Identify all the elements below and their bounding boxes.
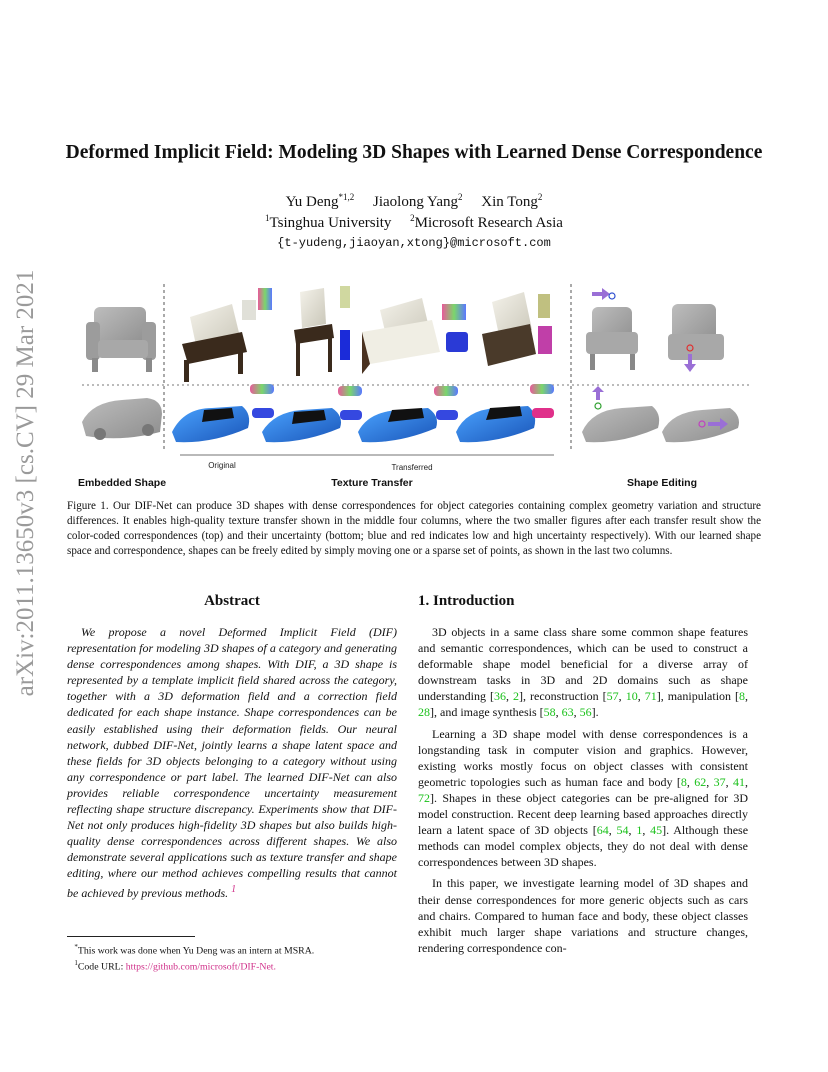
footnote-2-prefix: Code URL: <box>77 961 126 973</box>
citation[interactable]: 2 <box>513 689 520 704</box>
figure-1-graphic <box>62 282 762 492</box>
texture-car-1 <box>172 384 274 442</box>
intro-paragraph-3: In this paper, we investigate learning model of 3D shapes and their dense correspondences for more generic objects such as cars and chairs. Compared to human face and body, these object classes exhibit much larger shape variations and structure changes, rendering correspondence con- <box>418 876 748 955</box>
footnotes <box>67 941 397 974</box>
affil-tsinghua: $^1$Tsinghua University <box>265 213 392 231</box>
citation[interactable]: 8 <box>680 774 687 789</box>
citation[interactable]: 54 <box>616 823 629 838</box>
affil-msra: $^2$Microsoft Research Asia <box>410 213 563 231</box>
citation[interactable]: 64 <box>596 823 609 838</box>
texture-chair-3 <box>362 298 468 374</box>
introduction-heading: 1. Introduction <box>418 593 515 609</box>
abstract-column <box>67 593 397 901</box>
citation[interactable]: 57 <box>606 689 619 704</box>
citation[interactable]: 41 <box>733 774 746 789</box>
label-shape-editing: Shape Editing <box>626 477 698 489</box>
citation[interactable]: 71 <box>644 689 657 704</box>
editing-car-1 <box>582 386 659 442</box>
arxiv-stamp <box>6 269 46 697</box>
label-original: Original <box>208 461 236 470</box>
label-transferred: Transferred <box>391 463 433 472</box>
author-email: {t-yudeng,jiaoyan,xtong}@microsoft.com <box>277 236 551 250</box>
citation[interactable]: 36 <box>494 689 506 704</box>
citation[interactable]: 72 <box>418 790 430 805</box>
label-embedded-shape: Embedded Shape <box>77 477 167 489</box>
citation[interactable]: 1 <box>636 823 643 838</box>
editing-chair-1 <box>586 288 638 370</box>
author-jiaolong-yang: Jiaolong Yang$^2$ <box>373 192 463 210</box>
citation[interactable]: 63 <box>561 705 574 720</box>
paper-title: Deformed Implicit Field: Modeling 3D Shapes with Learned Dense Correspondence <box>65 142 763 163</box>
citation[interactable]: 37 <box>713 774 726 789</box>
figure-1-caption: Figure 1. Our DIF-Net can produce 3D shapes with dense correspondences for object categories containing complex geometry variation and structure differences. It enables high-quality texture transfer shown in the middle four columns, where the two smaller figures after each transfer result show the color-coded correspondences (top) and their uncertainty (bottom; blue and red indicates low and high uncertainty respectively). With our learned shape space and correspondence, shapes can be freely edited by simply moving one or a sparse set of points, as shown in the last two columns. <box>67 500 761 558</box>
intro-p2-text-b: ]. Shapes in these object categories can be pre-aligned for 3D model construction. Recent deep learning based approaches directly learn a latent space of 3D objects [ <box>418 790 748 838</box>
texture-chair-4 <box>482 292 552 366</box>
author-list <box>0 192 828 211</box>
intro-p1-text-c: ], reconstruction [ <box>519 689 607 704</box>
label-texture-transfer: Texture Transfer <box>331 477 413 489</box>
citation[interactable]: 8 <box>739 689 746 704</box>
author-yu-deng: Yu Deng$^{*1,2}$ <box>285 192 355 210</box>
editing-car-2 <box>662 408 739 442</box>
texture-car-2 <box>262 386 362 442</box>
intro-p1-text-e: ], and image synthesis [ <box>430 705 544 720</box>
code-url-link[interactable]: https://github.com/microsoft/DIF-Net. <box>125 961 276 973</box>
citation[interactable]: 62 <box>694 774 707 789</box>
texture-chair-2 <box>294 286 350 376</box>
abstract-text <box>67 624 397 901</box>
citation[interactable]: 10 <box>625 689 638 704</box>
intro-paragraph-2: Learning a 3D shape model with dense correspondences is a longstanding task in computer vision and graphics. However, existing works mostly focus on object classes with consistent geometric topologies such as human face and body [8, 62, 37, 41, 72]. Shapes in these object categories can be pre-aligned for 3D model construction. Recent deep learning based approaches directly learn a latent space of 3D objects [64, 54, 1, 45]. Although these methods can model complex objects, they do not deal with dense correspondences between 3D shapes. <box>418 726 749 870</box>
intro-p2-text-c: ]. Although these methods can model complex objects, they do not deal with dense correspondences between 3D shapes. <box>418 823 749 870</box>
citation[interactable]: 28 <box>418 705 430 720</box>
abstract-body: We propose a novel Deformed Implicit Field (DIF) representation for modeling 3D shapes of a category and generating dense correspondences among shapes. With DIF, a 3D shape is represented by a template implicit field shared across the category, together with a 3D deformation field and a correction field dedicated for each shape instance. Shape correspondences can be easily established using their deformation fields. Our neural network, dubbed DIF-Net, jointly learns a shape latent space and these fields for 3D objects belonging to a category without using any correspondence or part label. The learned DIF-Net can also provides reliable correspondence uncertainty measurement reflecting shape structure discrepancy. Experiments show that DIF-Net not only produces high-fidelity 3D shapes but also builds high-quality dense correspondences across different shapes. We also demonstrate several applications such as texture transfer and shape editing, where our method achieves compelling results that cannot be achieved by previous methods. <box>67 625 397 900</box>
embedded-car <box>82 398 162 440</box>
footnote-ref[interactable]: 1 <box>231 883 237 895</box>
footnote-1-text: This work was done when Yu Deng was an intern at MSRA. <box>77 945 315 957</box>
texture-car-3 <box>358 386 458 442</box>
texture-car-4 <box>456 384 554 442</box>
sep: , <box>506 689 514 704</box>
citation[interactable]: 56 <box>579 705 592 720</box>
embedded-chair <box>86 307 156 372</box>
editing-chair-2 <box>668 304 724 372</box>
intro-p1-text-a: 3D objects in a same class share some common shape features and semantic correspondences, which can be used to construct a deformable shape model beneficial for a diverse array of downstream tasks in 3D and 2D domains such as shape understanding [ <box>418 625 748 704</box>
citation[interactable]: 58 <box>543 705 556 720</box>
citation[interactable]: 45 <box>650 823 663 838</box>
figure-1 <box>62 282 762 492</box>
author-xin-tong: Xin Tong$^2$ <box>481 192 543 210</box>
intro-paragraph-1: 3D objects in a same class share some common shape features and semantic correspondences, which can be used to construct a deformable shape model beneficial for a diverse array of downstream tasks in 3D and 2D domains such as shape understanding [36, 2], reconstruction [57, 10, 71], manipulation [8, 28], and image synthesis [58, 63, 56]. <box>418 625 749 720</box>
footnote-2: $^1$Code URL: https://github.com/microsoft/DIF-Net. <box>74 959 276 973</box>
affiliations <box>0 213 828 232</box>
arxiv-stamp-text: arXiv:2011.13650v3 [cs.CV] 29 Mar 2021 <box>12 269 39 697</box>
texture-chair-1 <box>182 288 272 382</box>
footnote-1: *This work was done when Yu Deng was an intern at MSRA. <box>74 943 315 957</box>
introduction-column <box>418 593 748 956</box>
intro-p1-text-f: ]. <box>591 705 599 720</box>
abstract-heading: Abstract <box>204 593 260 609</box>
intro-p2-text-a: Learning a 3D shape model with dense correspondences is a longstanding task in computer vision and graphics. However, existing works mostly focus on object classes with consistent geometric topologies such as human face and body [ <box>418 726 748 789</box>
intro-p1-text-d: ], manipulation [ <box>656 689 740 704</box>
footnote-rule <box>67 936 195 937</box>
